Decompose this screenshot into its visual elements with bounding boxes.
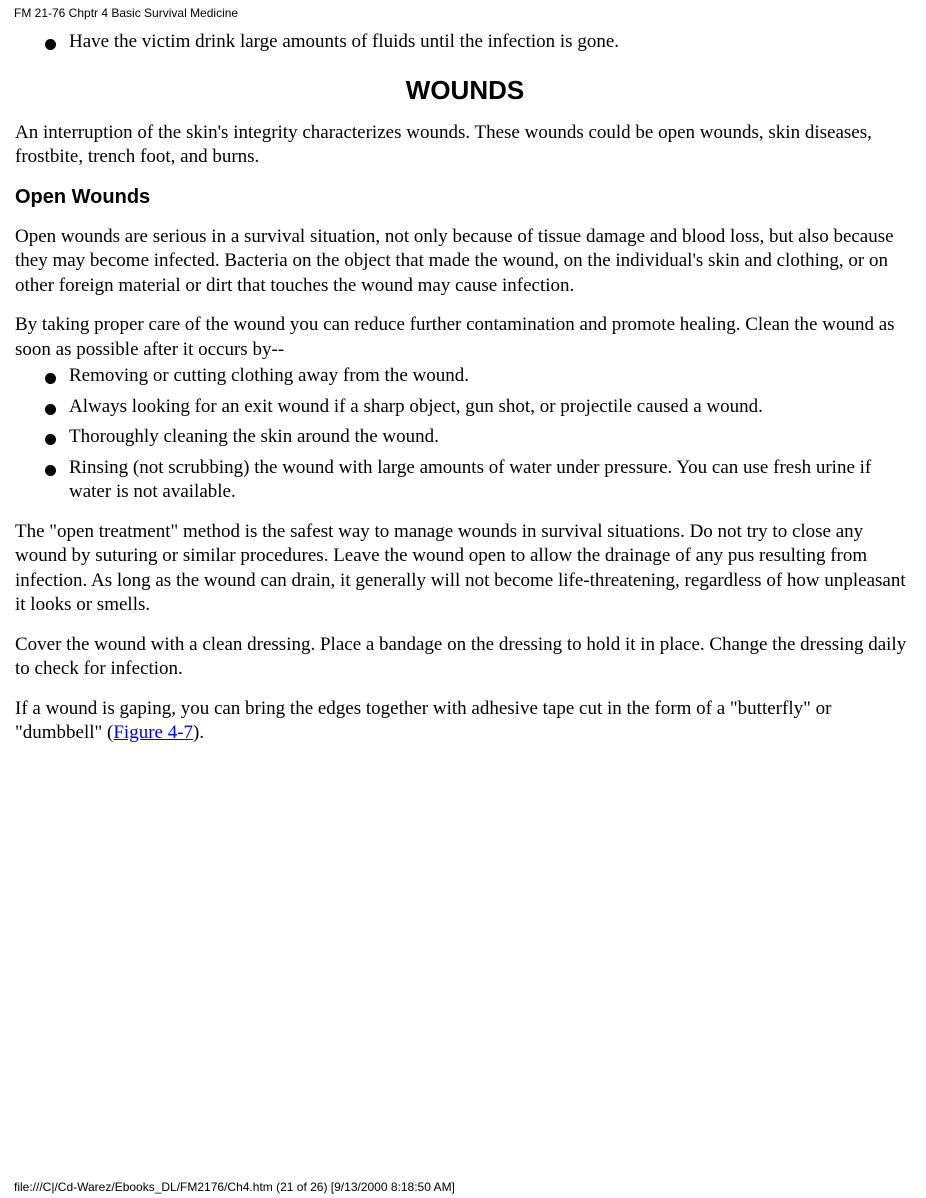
list-item <box>45 395 915 420</box>
dressing-paragraph: Cover the wound with a clean dressing. Place a bandage on the dressing to hold it in place. Change the dressing daily to check for infection. <box>15 633 907 679</box>
list-item-text: Removing or cutting clothing away from the wound. <box>69 365 469 386</box>
gaping-wound-text: If a wound is gaping, you can bring the edges together with adhesive tape cut in the form of a "butterfly" or "dumbbell" ( <box>15 697 832 743</box>
list-item <box>45 364 915 389</box>
open-treatment-paragraph: The "open treatment" method is the safest way to manage wounds in survival situations. Do not try to close any wound by suturing or similar procedures. Leave the wound open to allow the drainage of any pus resulting from infection. As long as the wound can drain, it generally will not become life-threatening, regardless of how unpleasant it looks or smells. <box>15 520 906 615</box>
wound-care-steps <box>15 364 915 505</box>
bullet-icon <box>45 373 56 384</box>
section-title: WOUNDS <box>405 74 525 105</box>
bullet-icon <box>45 404 56 415</box>
gaping-wound-text-end: ). <box>193 722 205 743</box>
bullet-icon <box>45 465 56 476</box>
list-item-text: Rinsing (not scrubbing) the wound with large amounts of water under pressure. You can use fresh urine if water is not available. <box>69 456 872 502</box>
figure-4-7-link[interactable]: Figure 4-7 <box>113 722 194 743</box>
bullet-icon <box>45 434 56 445</box>
running-header: FM 21-76 Chptr 4 Basic Survival Medicine <box>14 6 239 20</box>
list-item-text: Always looking for an exit wound if a sharp object, gun shot, or projectile caused a wound. <box>69 395 763 417</box>
list-item-text: Have the victim drink large amounts of fluids until the infection is gone. <box>69 31 620 52</box>
fluid-list <box>15 30 915 55</box>
document-body <box>15 30 915 761</box>
subsection-title: Open Wounds <box>15 185 151 208</box>
running-footer: file:///C|/Cd-Warez/Ebooks_DL/FM2176/Ch4.htm (21 of 26) [9/13/2000 8:18:50 AM] <box>14 1180 455 1194</box>
list-item <box>45 456 915 505</box>
section-intro: An interruption of the skin's integrity characterizes wounds. These wounds could be open wounds, skin diseases, frostbite, trench foot, and burns. <box>15 121 872 167</box>
open-wounds-paragraph-2: By taking proper care of the wound you can reduce further contamination and promote healing. Clean the wound as soon as possible after it occurs by-- <box>15 314 895 360</box>
list-item-text: Thoroughly cleaning the skin around the wound. <box>69 426 439 447</box>
list-item <box>45 425 915 450</box>
gaping-wound-paragraph <box>15 697 915 746</box>
open-wounds-paragraph-1: Open wounds are serious in a survival situation, not only because of tissue damage and blood loss, but also because they may become infected. Bacteria on the object that made the wound, on the individual's skin and clothing, or on other foreign material or dirt that touches the wound may cause infection. <box>15 225 894 296</box>
bullet-icon <box>45 39 56 50</box>
list-item <box>45 30 915 55</box>
